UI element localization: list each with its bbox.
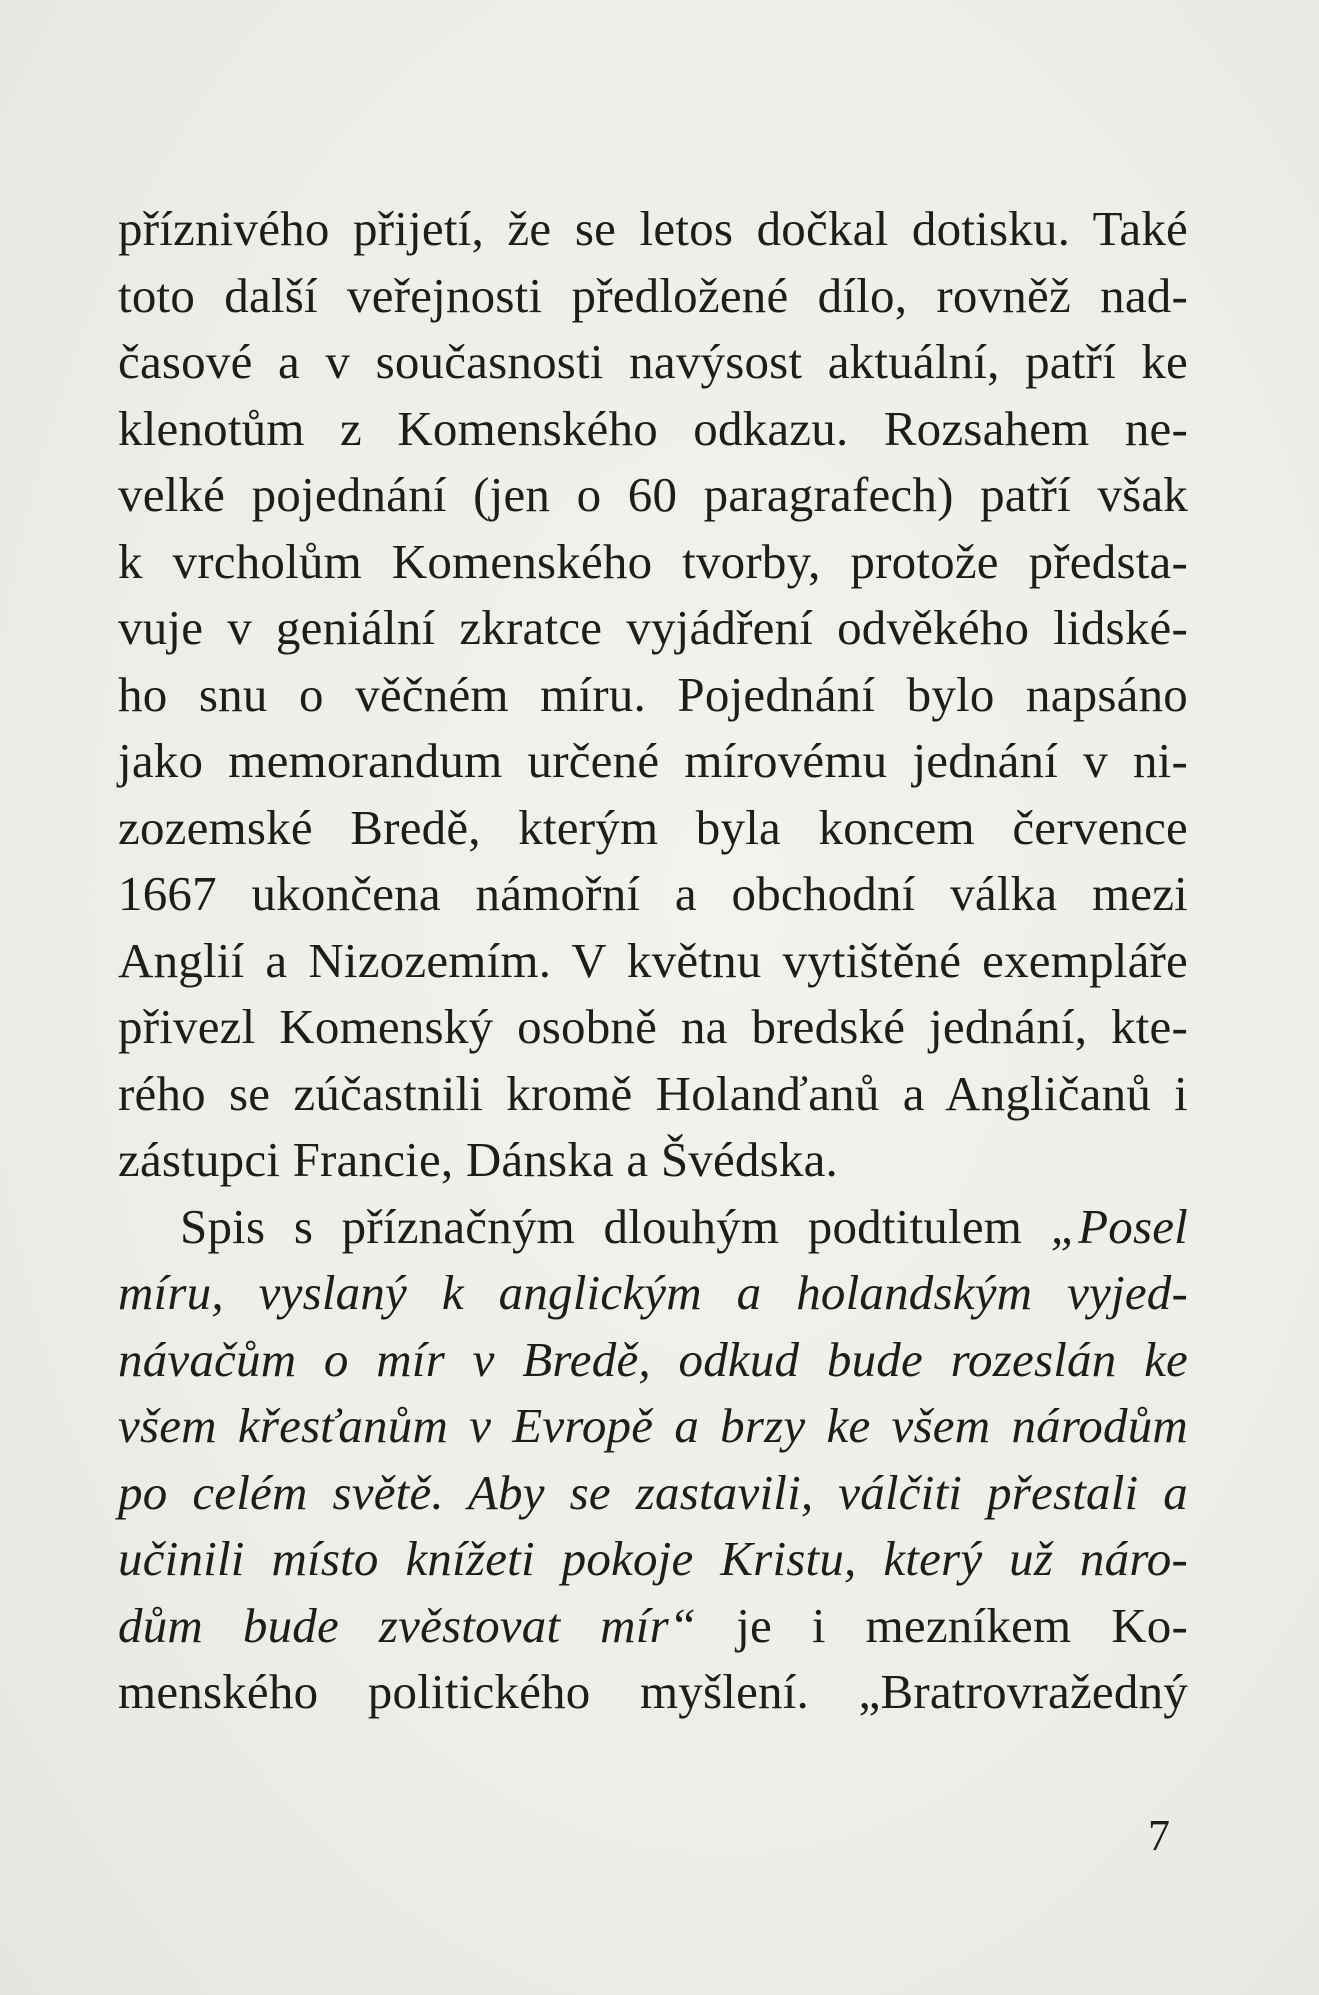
paragraph-2 [118, 1194, 1188, 1726]
text-line: rého se zúčastnili kromě Holanďanů a Angličanů i [118, 1065, 1188, 1121]
text-line: velké pojednání (jen o 60 paragrafech) patří však [118, 467, 1188, 522]
paragraph-1 [118, 196, 1188, 1194]
text-line: příznivého přijetí, že se letos dočkal dotisku. Také [118, 201, 1188, 256]
text-line: časové a v současnosti navýsost aktuální, patří ke [118, 334, 1188, 389]
text-line: zástupci Francie, Dánska a Švédska. [118, 1132, 838, 1187]
text-line [118, 1593, 1188, 1660]
text-line: Anglií a Nizozemím. V květnu vytištěné exempláře [118, 932, 1188, 988]
text-segment: je i mezníkem Ko- [696, 1597, 1188, 1653]
text-line: zozemské Bredě, kterým byla koncem července [118, 799, 1188, 855]
text-line: toto další veřejnosti předložené dílo, rovněž nad- [118, 267, 1188, 323]
subtitle-line: návačům o mír v Bredě, odkud bude rozeslán ke [118, 1331, 1188, 1387]
body-text [118, 196, 1188, 1726]
text-line: přivezl Komenský osobně na bredské jednání, kte- [118, 999, 1188, 1054]
text-segment: Spis s příznačným dlouhým podtitulem [180, 1198, 1051, 1254]
subtitle-line: všem křesťanům v Evropě a brzy ke všem národům [118, 1398, 1188, 1453]
subtitle-line: míru, vyslaný k anglickým a holandským vyjed- [118, 1265, 1188, 1320]
text-line: k vrcholům Komenského tvorby, protože předsta- [118, 533, 1188, 589]
subtitle-line: učinili místo knížeti pokoje Kristu, který už náro- [118, 1531, 1188, 1586]
page-number: 7 [1148, 1811, 1170, 1860]
text-line: jako memorandum určené mírovému jednání v ni- [118, 733, 1188, 788]
text-line: vuje v geniální zkratce vyjádření odvěkého lidské- [118, 600, 1188, 655]
subtitle-line: po celém světě. Aby se zastavili, válčiti přestali a [118, 1464, 1188, 1520]
text-line: menského politického myšlení. „Bratrovražedný [118, 1664, 1188, 1719]
text-line [118, 1194, 1188, 1261]
text-line: 1667 ukončena námořní a obchodní válka mezi [118, 866, 1188, 921]
subtitle-quote-start: „Posel [1050, 1198, 1188, 1254]
subtitle-quote-end: dům bude zvěstovat mír“ [118, 1597, 697, 1653]
text-line: klenotům z Komenského odkazu. Rozsahem ne- [118, 400, 1188, 456]
text-line: ho snu o věčném míru. Pojednání bylo napsáno [118, 666, 1188, 722]
